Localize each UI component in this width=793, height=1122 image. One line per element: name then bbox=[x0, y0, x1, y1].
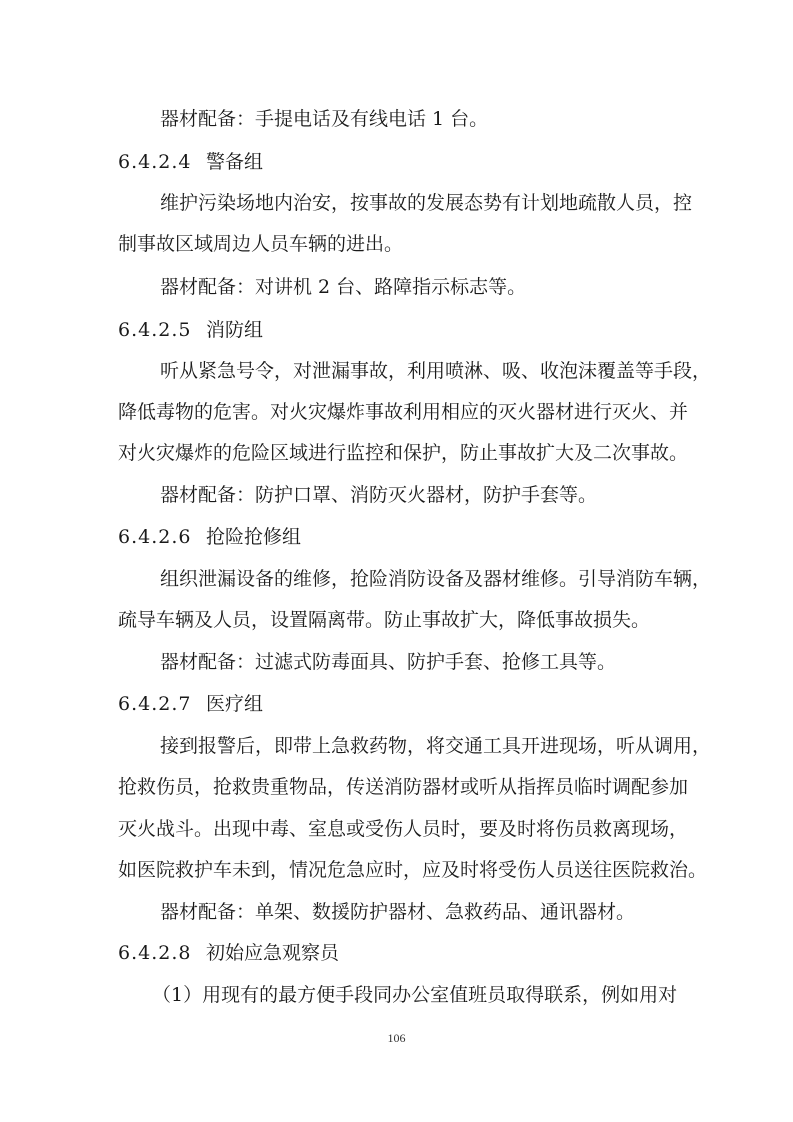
section-heading-6-4-2-7 bbox=[118, 691, 263, 717]
equipment-line: 器材配备：对讲机 2 台、路障指示标志等。 bbox=[160, 276, 527, 298]
section-title: 抢险抢修组 bbox=[206, 526, 302, 548]
section-title: 初始应急观察员 bbox=[206, 942, 340, 964]
section-heading-6-4-2-6 bbox=[118, 524, 301, 550]
equipment-line: 器材配备：防护口罩、消防灭火器材，防护手套等。 bbox=[160, 484, 598, 506]
equipment-line: 器材配备：手提电话及有线电话 1 台。 bbox=[160, 108, 489, 130]
section-heading-6-4-2-4 bbox=[118, 149, 263, 175]
paragraph-line: 如医院救护车未到，情况危急应时，应及时将受伤人员送往医院救治。 bbox=[118, 859, 708, 881]
paragraph-line: 对火灾爆炸的危险区域进行监控和保护，防止事故扩大及二次事故。 bbox=[118, 442, 689, 464]
paragraph-line: 制事故区域周边人员车辆的进出。 bbox=[118, 233, 404, 255]
paragraph-line: （1）用现有的最方便手段同办公室值班员取得联系，例如用对 bbox=[152, 984, 678, 1006]
section-number: 6.4.2.5 bbox=[118, 319, 192, 341]
section-number: 6.4.2.6 bbox=[118, 526, 192, 548]
equipment-line: 器材配备：过滤式防毒面具、防护手套、抢修工具等。 bbox=[160, 651, 617, 673]
section-number: 6.4.2.7 bbox=[118, 693, 192, 715]
paragraph-line: 听从紧急号令，对泄漏事故，利用喷淋、吸、收泡沫覆盖等手段， bbox=[160, 360, 712, 382]
section-title: 医疗组 bbox=[206, 693, 264, 715]
section-number: 6.4.2.4 bbox=[118, 151, 192, 173]
paragraph-line: 灭火战斗。出现中毒、室息或受伤人员时，要及时将伤员救离现场， bbox=[118, 818, 689, 840]
section-number: 6.4.2.8 bbox=[118, 942, 192, 964]
section-heading-6-4-2-5 bbox=[118, 317, 263, 343]
section-title: 警备组 bbox=[206, 151, 264, 173]
section-heading-6-4-2-8 bbox=[118, 940, 339, 966]
paragraph-line: 疏导车辆及人员，设置隔离带。防止事故扩大，降低事故损失。 bbox=[118, 609, 651, 631]
paragraph-line: 降低毒物的危害。对火灾爆炸事故利用相应的灭火器材进行灭火、并 bbox=[118, 401, 689, 423]
paragraph-line: 组织泄漏设备的维修，抢险消防设备及器材维修。引导消防车辆， bbox=[160, 568, 712, 590]
paragraph-line: 接到报警后，即带上急救药物，将交通工具开进现场，听从调用， bbox=[160, 735, 712, 757]
paragraph-line: 抢救伤员，抢救贵重物品，传送消防器材或听从指挥员临时调配参加 bbox=[118, 776, 689, 798]
paragraph-line: 维护污染场地内治安，按事故的发展态势有计划地疏散人员，控 bbox=[160, 192, 693, 214]
equipment-line: 器材配备：单架、数援防护器材、急救药品、通讯器材。 bbox=[160, 901, 636, 923]
section-title: 消防组 bbox=[206, 319, 264, 341]
page-number: 106 bbox=[387, 1031, 406, 1045]
